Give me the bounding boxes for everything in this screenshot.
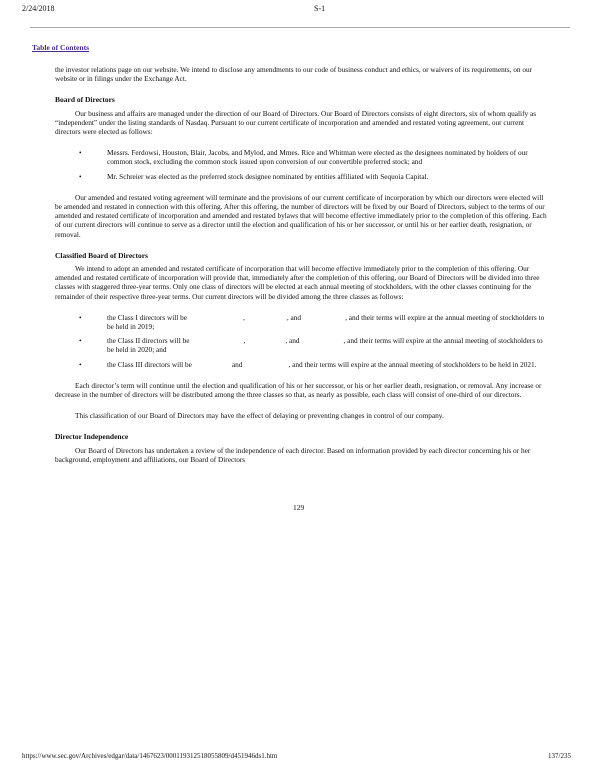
document-body (55, 65, 548, 476)
board-paragraph-1: Our business and affairs are managed under the direction of our Board of Directors. Our Board of Directors consists of eight directors, six of whom qualify as “independent” under the listing standards of Nasdaq. Pursuant to our current certificate of incorporation and amended and restated voting agreement, our current directors were elected as follows: (55, 108, 537, 137)
classified-paragraph-2: Each director’s term will continue until the election and qualification of his or her successor, or his or her earlier death, resignation, or removal. Any increase or decrease in the number of directors will be distributed among the three classes so that, as nearly as possible, each class will consist of one-third of our directors. (55, 380, 542, 400)
table-of-contents-link[interactable]: Table of Contents (32, 43, 90, 52)
page-number: 129 (293, 503, 305, 512)
footer-url: https://www.sec.gov/Archives/edgar/data/1467623/000119312518055809/d451946ds1.htm (22, 752, 278, 760)
footer-page-count: 137/235 (548, 752, 571, 760)
bullet-icon: • (79, 336, 82, 346)
intro-paragraph: the investor relations page on our website. We intend to disclose any amendments to our code of business conduct and ethics, or waivers of its requirements, on our website or in filings under the Exchange Act. (55, 65, 533, 84)
bullet-icon: • (79, 312, 82, 322)
list-item: • the Class II directors will be , , and , and their terms will expire at the annual meeting of stockholders to be held in 2020; and (79, 336, 543, 355)
board-paragraph-2: Our amended and restated voting agreement will terminate and the provisions of our current certificate of incorporation by which our directors were elected will be amended and restated in connection with this offering. After this offering, the number of directors will be fixed by our Board of Directors, subject to the terms of our amended and restated certificate of incorporation and amended and restated bylaws that will become effective immediately prior to the completion of this offering. Each of our current directors will continue to serve as a director until the election and qualification of his or her successor, or until his or her earlier death, resignation, or removal. (55, 192, 547, 239)
section-heading-independence: Director Independence (55, 432, 129, 442)
section-heading-board: Board of Directors (55, 95, 115, 105)
list-item: • Messrs. Ferdowsi, Houston, Blair, Jacobs, and Mylod, and Mmes. Rice and Whitman were elected as the designees nominated by holders of our common stock, excluding the common stock issued upon conversion of our convertible preferred stock; and (79, 148, 528, 167)
list-item: • the Class III directors will be and , and their terms will expire at the annual meeting of stockholders to be held in 2021. (79, 359, 537, 369)
independence-paragraph-1: Our Board of Directors has undertaken a review of the independence of each director. Based on information provided by each director concerning his or her background, employment and affiliations, our Board of Directors (55, 445, 531, 464)
classified-paragraph-3: This classification of our Board of Directors may have the effect of delaying or preventing changes in control of our company. (75, 411, 444, 421)
bullet-icon: • (79, 148, 82, 158)
header-rule (30, 27, 570, 28)
header-doc-title: S-1 (314, 4, 326, 13)
list-item: • Mr. Schreier was elected as the preferred stock designee nominated by entities affiliated with Sequoia Capital. (79, 171, 429, 181)
list-item: • the Class I directors will be , , and , and their terms will expire at the annual meeting of stockholders to be held in 2019; (79, 312, 545, 332)
bullet-icon: • (79, 359, 82, 369)
class-bullet-list (55, 313, 548, 369)
section-heading-classified: Classified Board of Directors (55, 250, 148, 260)
header-date: 2/24/2018 (22, 4, 55, 13)
bullet-icon: • (79, 171, 82, 181)
board-bullet-list (55, 148, 548, 181)
classified-paragraph-1: We intend to adopt an amended and restated certificate of incorporation that will become effective immediately prior to the completion of this offering. Our amended and restated certificate of incorporation will provide that, immediately after the completion of this offering, our Board of Directors will be divided into three classes with staggered three-year terms. Only one class of directors will be elected at each annual meeting of stockholders, with the other classes continuing for the remainder of their respective three-year terms. Our current directors will be divided among the three classes as follows: (55, 264, 540, 301)
